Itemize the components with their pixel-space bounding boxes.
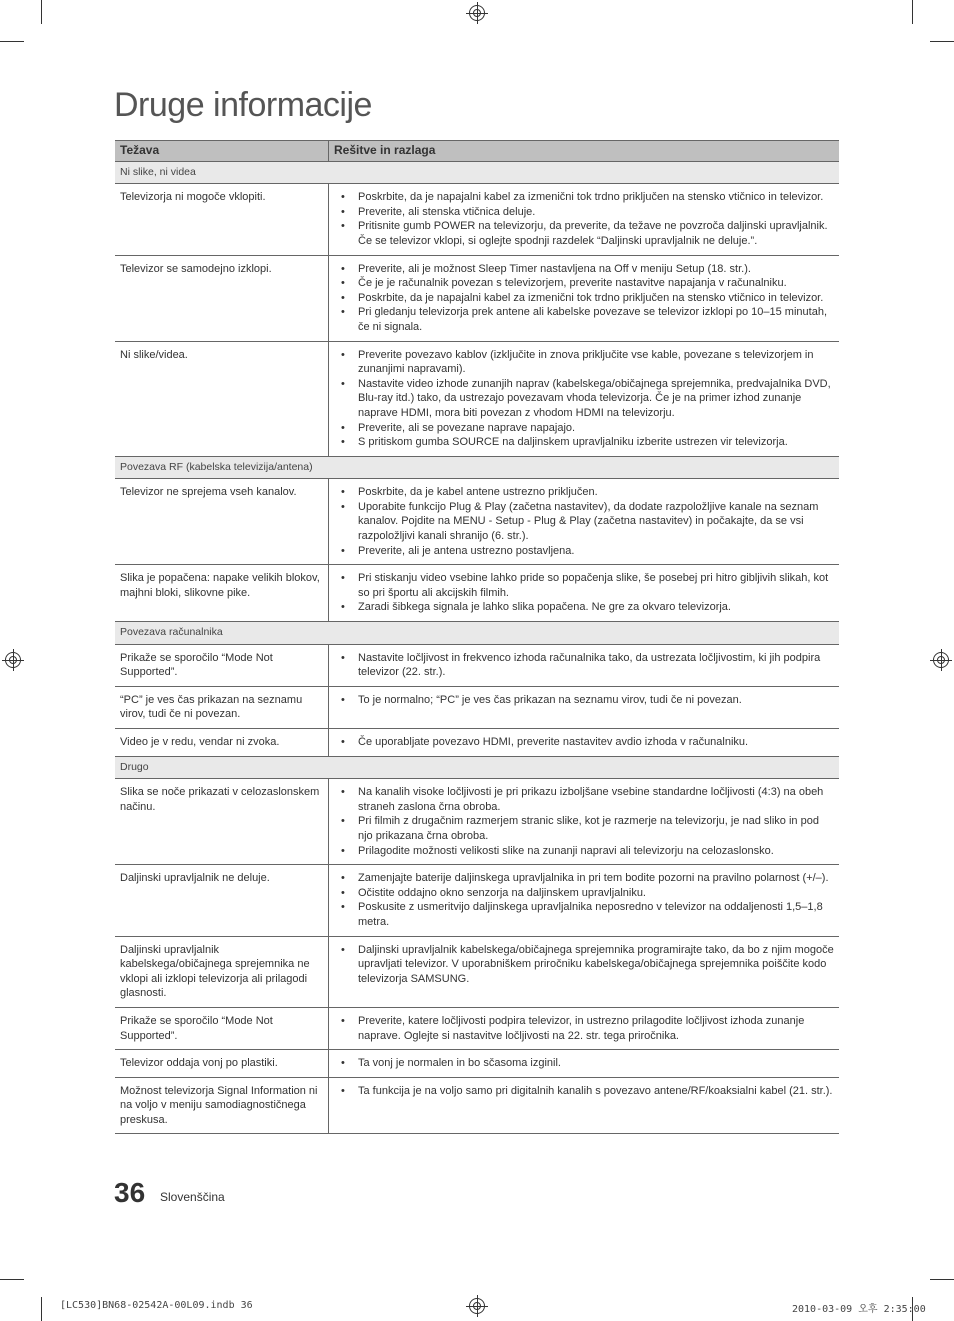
crop-mark <box>0 41 24 42</box>
troubleshooting-table <box>115 140 839 1134</box>
list-item: • Preverite, ali se povezane naprave napajajo. <box>334 421 834 436</box>
registration-mark-icon <box>933 652 949 668</box>
page-number: 36 <box>114 1177 146 1208</box>
crop-mark <box>912 0 913 24</box>
solution-list <box>334 651 834 680</box>
list-item: • Zaradi šibkega signala je lahko slika popačena. Ne gre za okvaro televizorja. <box>334 600 834 615</box>
table-row <box>115 1007 839 1049</box>
problem-cell: “PC” je ves čas prikazan na seznamu virov, tudi če ni povezan. <box>115 686 329 728</box>
table-row <box>115 1050 839 1078</box>
section-title: Ni slike, ni videa <box>115 161 839 184</box>
section-title: Povezava RF (kabelska televizija/antena) <box>115 456 839 479</box>
list-item: • Preverite, ali stenska vtičnica deluje. <box>334 205 834 220</box>
header-solution: Rešitve in razlaga <box>329 141 840 162</box>
problem-cell: Daljinski upravljalnik kabelskega/običajnega sprejemnika ne vklopi ali izklopi televizorja ali prilagodi glasnosti. <box>115 936 329 1007</box>
print-timestamp: 2010-03-09 오후 2:35:00 <box>792 1304 926 1315</box>
crop-mark <box>0 1279 24 1280</box>
page-title: Druge informacije <box>114 86 372 124</box>
problem-cell: Možnost televizorja Signal Information ni na voljo v meniju samodiagnostičnega preskusa. <box>115 1077 329 1134</box>
list-item: • Zamenjajte baterije daljinskega upravljalnika in pri tem bodite pozorni na pravilno polarnost (+/–). <box>334 871 834 886</box>
section-row <box>115 622 839 645</box>
registration-mark-icon <box>469 1298 485 1314</box>
table-row <box>115 936 839 1007</box>
table-row <box>115 729 839 757</box>
problem-cell: Video je v redu, vendar ni zvoka. <box>115 729 329 757</box>
list-item: • Preverite povezavo kablov (izključite in znova priključite vse kable, povezane s televizorjem in zunanjimi napravami). <box>334 348 834 377</box>
section-row <box>115 456 839 479</box>
solution-cell <box>329 1050 840 1078</box>
solution-cell <box>329 565 840 622</box>
solution-cell <box>329 341 840 456</box>
crop-mark <box>930 1279 954 1280</box>
list-item: • Če je je računalnik povezan s televizorjem, preverite nastavitve napajanja v računalniku. <box>334 276 834 291</box>
list-item: • Pritisnite gumb POWER na televizorju, da preverite, da težave ne povzroča daljinski upravljalnik. Če se televizor vklopi, si oglejte spodnji razdelek “Daljinski upravljalnik ne deluje.”. <box>334 219 834 248</box>
table-row <box>115 479 839 565</box>
list-item: • Na kanalih visoke ločljivosti je pri prikazu izboljšane vsebine standardne ločljivosti (4:3) na obeh straneh zaslona črna obroba. <box>334 785 834 814</box>
list-item: • Poskrbite, da je napajalni kabel za izmenični tok trdno priključen na stensko vtičnico in televizor. <box>334 190 834 205</box>
crop-mark <box>41 0 42 24</box>
solution-cell <box>329 1007 840 1049</box>
list-item: • Poskusite z usmeritvijo daljinskega upravljalnika neposredno v televizor na oddaljenosti 1,5–1,8 metra. <box>334 900 834 929</box>
section-title: Drugo <box>115 756 839 779</box>
solution-list <box>334 943 834 987</box>
section-row <box>115 756 839 779</box>
header-problem: Težava <box>115 141 329 162</box>
solution-cell <box>329 1077 840 1134</box>
list-item: • Če uporabljate povezavo HDMI, preverite nastavitev avdio izhoda v računalniku. <box>334 735 834 750</box>
table-row <box>115 341 839 456</box>
problem-cell: Ni slike/videa. <box>115 341 329 456</box>
solution-cell <box>329 644 840 686</box>
list-item: • S pritiskom gumba SOURCE na daljinskem upravljalniku izberite ustrezen vir televizorja. <box>334 435 834 450</box>
table-row <box>115 686 839 728</box>
list-item: • Očistite oddajno okno senzorja na daljinskem upravljalniku. <box>334 886 834 901</box>
solution-list <box>334 1056 834 1071</box>
solution-list <box>334 1084 834 1099</box>
solution-list <box>334 785 834 858</box>
crop-mark <box>41 1297 42 1321</box>
page-language: Slovenščina <box>160 1190 225 1204</box>
solution-list <box>334 190 834 248</box>
list-item: • Preverite, ali je možnost Sleep Timer nastavljena na Off v meniju Setup (18. str.). <box>334 262 834 277</box>
solution-list <box>334 693 834 708</box>
table-row <box>115 184 839 255</box>
list-item: • Prilagodite možnosti velikosti slike na zunanji napravi ali televizorju na celozaslonsko. <box>334 844 834 859</box>
list-item: • Nastavite ločljivost in frekvenco izhoda računalnika tako, da ustrezata ločljivostim, ki jih podpira televizor (22. str.). <box>334 651 834 680</box>
list-item: • Preverite, katere ločljivosti podpira televizor, in ustrezno prilagodite ločljivost izhoda zunanje naprave. Oglejte si nastavitve ločljivosti na 22. str. tega priročnika. <box>334 1014 834 1043</box>
table-body <box>115 161 839 1134</box>
list-item: • Preverite, ali je antena ustrezno postavljena. <box>334 544 834 559</box>
print-file-info: [LC530]BN68-02542A-00L09.indb 36 <box>60 1300 253 1311</box>
list-item: • To je normalno; “PC” je ves čas prikazan na seznamu virov, tudi če ni povezan. <box>334 693 834 708</box>
solution-cell <box>329 479 840 565</box>
table-row <box>115 1077 839 1134</box>
solution-cell <box>329 184 840 255</box>
solution-list <box>334 571 834 615</box>
list-item: • Pri stiskanju video vsebine lahko pride so popačenja slike, še posebej pri hitro gibljivih slikah, kot so pri športu ali akcijskih filmih. <box>334 571 834 600</box>
problem-cell: Daljinski upravljalnik ne deluje. <box>115 865 329 936</box>
solution-cell <box>329 255 840 341</box>
problem-cell: Prikaže se sporočilo “Mode Not Supported”. <box>115 644 329 686</box>
list-item: • Nastavite video izhode zunanjih naprav (kabelskega/običajnega sprejemnika, predvajalnika DVD, Blu-ray itd.) tako, da ustrezajo povezavam vhoda televizorja. Če je na primer izhod zunanje naprave HDMI, mora biti povezan z vhodom HDMI na televizorju. <box>334 377 834 421</box>
registration-mark-icon <box>469 5 485 21</box>
list-item: • Pri gledanju televizorja prek antene ali kabelske povezave se televizor izklopi po 10–15 minutah, če ni signala. <box>334 305 834 334</box>
registration-mark-icon <box>5 652 21 668</box>
problem-cell: Slika se noče prikazati v celozaslonskem načinu. <box>115 779 329 865</box>
table-row <box>115 865 839 936</box>
problem-cell: Prikaže se sporočilo “Mode Not Supported”. <box>115 1007 329 1049</box>
table-row <box>115 255 839 341</box>
table-row <box>115 644 839 686</box>
solution-cell <box>329 686 840 728</box>
solution-list <box>334 1014 834 1043</box>
solution-list <box>334 348 834 450</box>
solution-list <box>334 485 834 558</box>
list-item: • Ta funkcija je na voljo samo pri digitalnih kanalih s povezavo antene/RF/koaksialni kabel (21. str.). <box>334 1084 834 1099</box>
solution-cell <box>329 779 840 865</box>
solution-list <box>334 735 834 750</box>
problem-cell: Televizor oddaja vonj po plastiki. <box>115 1050 329 1078</box>
crop-mark <box>930 41 954 42</box>
solution-cell <box>329 936 840 1007</box>
problem-cell: Televizor ne sprejema vseh kanalov. <box>115 479 329 565</box>
solution-list <box>334 871 834 929</box>
table-row <box>115 779 839 865</box>
list-item: • Daljinski upravljalnik kabelskega/običajnega sprejemnika programirajte tako, da bo z njim mogoče upravljati televizor. V uporabniškem priročniku kabelskega/običajnega sprejemnika poiščite kodo televizorja SAMSUNG. <box>334 943 834 987</box>
section-row <box>115 161 839 184</box>
table-row <box>115 565 839 622</box>
list-item: • Uporabite funkcijo Plug & Play (začetna nastavitev), da dodate razpoložljive kanale na seznam kanalov. Pojdite na MENU - Setup - Plug & Play (začetna nastavitev) in počakajte, da se vsi razpoložljivi kanali shranijo (6. str.). <box>334 500 834 544</box>
solution-cell <box>329 865 840 936</box>
problem-cell: Televizorja ni mogoče vklopiti. <box>115 184 329 255</box>
solution-list <box>334 262 834 335</box>
section-title: Povezava računalnika <box>115 622 839 645</box>
solution-cell <box>329 729 840 757</box>
list-item: • Ta vonj je normalen in bo sčasoma izginil. <box>334 1056 834 1071</box>
list-item: • Pri filmih z drugačnim razmerjem stranic slike, kot je razmerje na televizorju, je nad sliko in pod njo prikazana črna obroba. <box>334 814 834 843</box>
list-item: • Poskrbite, da je kabel antene ustrezno priključen. <box>334 485 834 500</box>
list-item: • Poskrbite, da je napajalni kabel za izmenični tok trdno priključen na stensko vtičnico in televizor. <box>334 291 834 306</box>
problem-cell: Slika je popačena: napake velikih blokov, majhni bloki, slikovne pike. <box>115 565 329 622</box>
problem-cell: Televizor se samodejno izklopi. <box>115 255 329 341</box>
